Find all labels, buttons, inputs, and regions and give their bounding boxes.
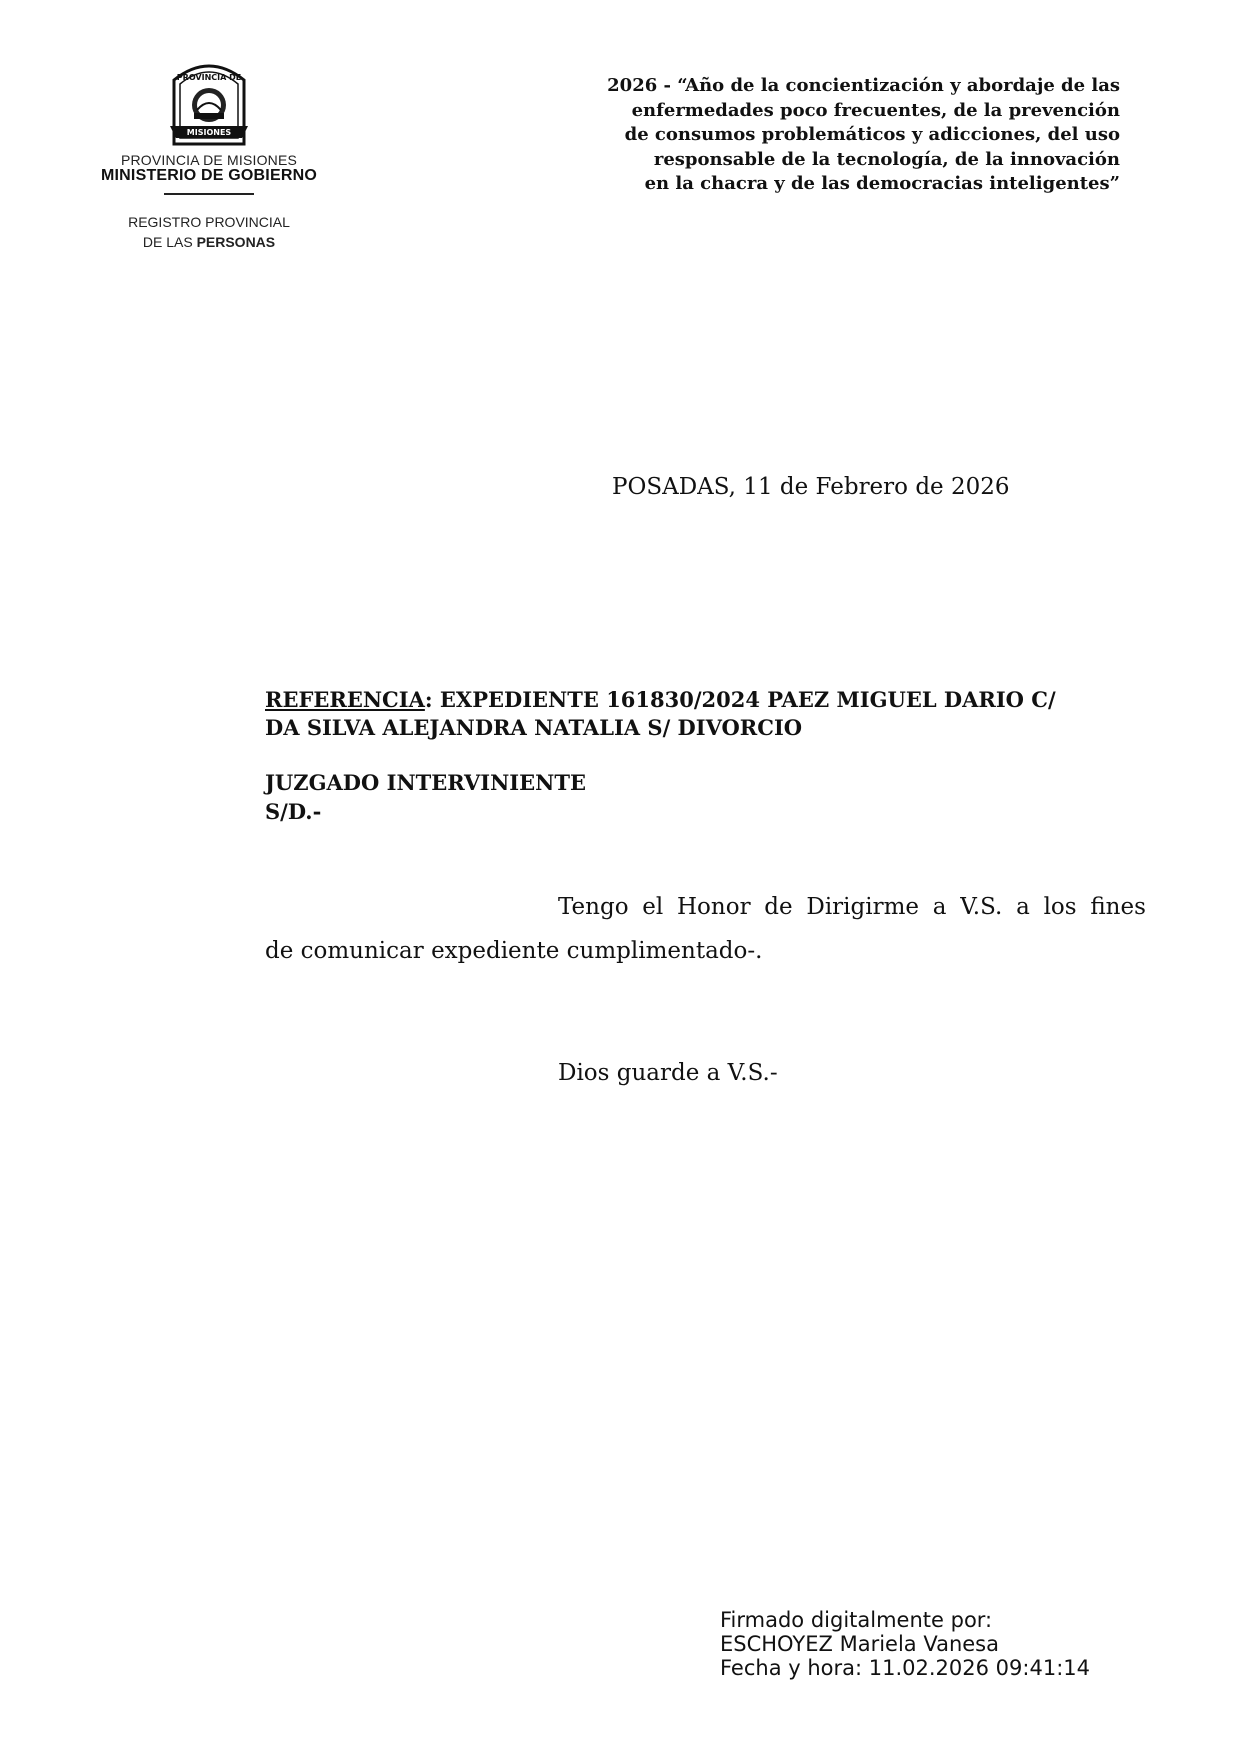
registry-line-2-bold: PERSONAS [196, 234, 276, 250]
motto-line: responsable de la tecnología, de la innovación [653, 148, 1120, 170]
body-word: V.S. [960, 894, 1003, 920]
seal-ring-text: PROVINCIA DE [176, 73, 242, 82]
ministry-name: MINISTERIO DE GOBIERNO [101, 167, 317, 184]
addressee-line-2: S/D.- [265, 799, 322, 824]
signature-line-2: ESCHOYEZ Mariela Vanesa [720, 1632, 999, 1656]
body-line-2: de comunicar expediente cumplimentado-. [265, 938, 763, 964]
motto-line: enfermedades poco frecuentes, de la prevención [631, 99, 1120, 121]
body-word: a [932, 894, 947, 920]
reference-block [265, 686, 1056, 742]
digital-signature [720, 1608, 1090, 1680]
reference-line-2: DA SILVA ALEJANDRA NATALIA S/ DIVORCIO [265, 715, 803, 740]
reference-text: : EXPEDIENTE 161830/2024 PAEZ MIGUEL DARIO C/ [424, 687, 1056, 712]
year-motto [520, 74, 1120, 197]
letter-date: POSADAS, 11 de Febrero de 2026 [612, 474, 1010, 500]
addressee-block [265, 768, 586, 826]
seal-ribbon-text: MISIONES [186, 128, 232, 137]
body-word: los [1043, 894, 1077, 920]
body-word: de [764, 894, 793, 920]
motto-line: 2026 - “Año de la concientización y abordaje de las [607, 75, 1120, 96]
motto-line: en la chacra y de las democracias inteligentes” [644, 173, 1120, 194]
registry-line-1: REGISTRO PROVINCIAL [128, 214, 290, 230]
body-line-1 [558, 894, 1146, 920]
provincial-seal-icon [164, 58, 254, 150]
body-word: Tengo [558, 894, 629, 920]
registry-line-2-prefix: DE LAS [142, 234, 197, 250]
body-word: Dirigirme [806, 894, 920, 920]
body-word: fines [1090, 894, 1146, 920]
closing-formula: Dios guarde a V.S.- [558, 1060, 778, 1086]
reference-line-1 [265, 686, 1056, 714]
body-word: a [1016, 894, 1030, 920]
signature-line-3: Fecha y hora: 11.02.2026 09:41:14 [720, 1656, 1090, 1680]
addressee-line-1: JUZGADO INTERVINIENTE [265, 770, 586, 795]
province-name: PROVINCIA DE MISIONES [120, 152, 298, 168]
body-word: el [642, 894, 664, 920]
body-word: Honor [677, 894, 751, 920]
signature-line-1: Firmado digitalmente por: [720, 1608, 993, 1632]
reference-label: REFERENCIA [265, 687, 425, 712]
body-line-1-words [558, 894, 1146, 920]
motto-line: de consumos problemáticos y adicciones, del uso [624, 124, 1120, 145]
letterhead-divider [164, 193, 254, 195]
registry-line-2 [94, 234, 324, 250]
